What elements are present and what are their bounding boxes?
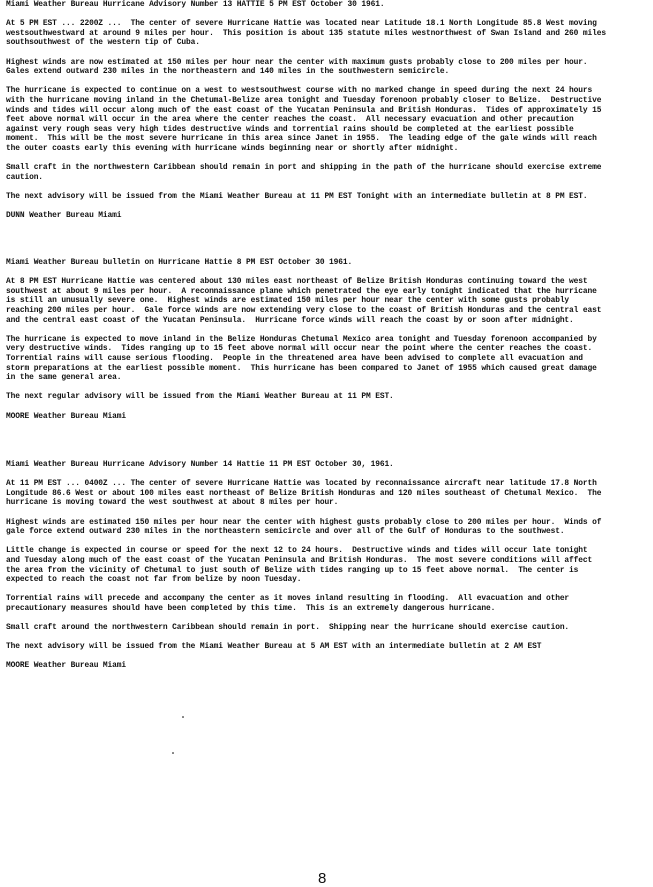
advisory-13 <box>6 0 606 221</box>
text-line: caution. <box>6 172 43 182</box>
text-line: reaching 200 miles per hour. Gale force winds are now extending very close to the coast of British Honduras and the central east <box>6 305 602 315</box>
text-line: in the same general area. <box>6 373 122 383</box>
text-line: winds and tides will occur along much of the east coast of the Yucatan Peninsula and British Honduras. Tides of approximately 15 <box>6 105 602 115</box>
signature: MOORE Weather Bureau Miami <box>6 411 126 421</box>
text-line: Small craft in the northwestern Caribbean should remain in port and shipping in the path of the hurricane should exercise extreme <box>6 163 602 173</box>
text-line: hurricane is moving toward the west southwest at about 8 miles per hour. <box>6 498 339 508</box>
text-line: moment. This will be the most severe hurricane in this area since Janet in 1955. The leading edge of the gale winds will reach <box>6 134 597 144</box>
text-line: against very rough seas very high tides destructive winds and torrential rains should be completed at the earliest possible <box>6 124 574 134</box>
text-line: is still an unusually severe one. Highest winds are estimated 150 miles per hour near the center with some gusts probably <box>6 296 570 306</box>
text-line: At 8 PM EST Hurricane Hattie was centered about 130 miles east northeast of Belize British Honduras continuing toward the west <box>6 277 588 287</box>
text-line: The next regular advisory will be issued from the Miami Weather Bureau at 11 PM EST. <box>6 392 394 402</box>
text-line: the area from the vicinity of Chetumal to just south of Belize with tides ranging up to 15 feet above normal. The center is <box>6 565 579 575</box>
page-number: 8 <box>318 870 327 887</box>
text-line: feet above normal will occur in the area where the center reaches the coast. All necessary evacuation and other precaution <box>6 115 574 125</box>
text-line: westsouthwestward at around 9 miles per hour. This position is about 135 statute miles westnorthwest of Swan Island and 260 miles <box>6 28 606 38</box>
text-line: The hurricane is expected to continue on a west to westsouthwest course with no marked change in speed during the next 24 hours <box>6 86 593 96</box>
text-line: At 5 PM EST ... 2200Z ... The center of severe Hurricane Hattie was located near Latitude 18.1 North Longitude 85.8 West moving <box>6 19 597 29</box>
signature: MOORE Weather Bureau Miami <box>6 661 126 671</box>
text-line: Little change is expected in course or speed for the next 12 to 24 hours. Destructive winds and tides will occur late tonight <box>6 546 588 556</box>
advisory-14 <box>6 460 601 671</box>
text-line: Highest winds are estimated 150 miles per hour near the center with highest gusts probably close to 200 miles per hour. Winds of <box>6 517 602 527</box>
text-line: Gales extend outward 230 miles in the northeastern and 140 miles in the southwestern semicircle. <box>6 67 450 77</box>
signature: DUNN Weather Bureau Miami <box>6 211 122 221</box>
text-line: southsouthwest of the western tip of Cuba. <box>6 38 200 48</box>
section-header: Miami Weather Bureau Hurricane Advisory Number 13 HATTIE 5 PM EST October 30 1961. <box>6 0 385 9</box>
text-line: and Tuesday along much of the east coast of the Yucatan Peninsula and British Honduras. The most severe conditions will affect <box>6 555 593 565</box>
text-line: the outer coasts early this evening with hurricane winds beginning near or shortly after midnight. <box>6 143 459 153</box>
text-line: The next advisory will be issued from the Miami Weather Bureau at 11 PM EST Tonight with an intermediate bulletin at 8 PM EST. <box>6 191 588 201</box>
text-line: storm preparations at the earliest possible moment. This hurricane has been compared to Janet of 1955 which caused great damage <box>6 363 597 373</box>
scan-speck <box>182 716 184 718</box>
section-header: Miami Weather Bureau Hurricane Advisory Number 14 Hattie 11 PM EST October 30, 1961. <box>6 460 394 469</box>
text-line: Longitude 86.6 West or about 100 miles east northeast of Belize British Honduras and 120 miles southeast of Chetumal Mexico. The <box>6 488 602 498</box>
scan-speck <box>172 752 174 754</box>
text-line: precautionary measures should have been completed by this time. This is an extremely dangerous hurricane. <box>6 603 496 613</box>
text-line: At 11 PM EST ... 0400Z ... The center of severe Hurricane Hattie was located by reconnaissance aircraft near latitude 17.8 North <box>6 479 597 489</box>
text-line: Highest winds are now estimated at 150 miles per hour near the center with maximum gusts probably close to 200 miles per hour. <box>6 57 588 67</box>
text-line: Torrential rains will cause serious flooding. People in the threatened area have been advised to complete all evacuation and <box>6 353 583 363</box>
text-line: The next advisory will be issued from the Miami Weather Bureau at 5 AM EST with an intermediate bulletin at 2 AM EST <box>6 642 542 652</box>
text-line: with the hurricane moving inland in the Chetumal-Belize area tonight and Tuesday forenoon probably closer to Belize. Destructive <box>6 95 602 105</box>
text-line: southwest at about 9 miles per hour. A reconnaissance plane which penetrated the eye early tonight indicated that the hurricane <box>6 286 597 296</box>
text-line: expected to reach the coast not far from belize by noon Tuesday. <box>6 575 302 585</box>
bulletin-8pm <box>6 258 601 421</box>
text-line: Torrential rains will precede and accompany the center as it moves inland resulting in flooding. All evacuation and other <box>6 594 570 604</box>
text-line: gale force extend outward 230 miles in the northeastern semicircle and over all of the Gulf of Honduras to the southwest. <box>6 527 565 537</box>
text-line: very destructive winds. Tides ranging up to 15 feet above normal will occur near the point where the center reaches the coast. <box>6 344 593 354</box>
section-header: Miami Weather Bureau bulletin on Hurricane Hattie 8 PM EST October 30 1961. <box>6 258 353 267</box>
text-line: and the central east coast of the Yucatan Peninsula. Hurricane force winds will reach the coast by or soon after midnight. <box>6 315 574 325</box>
text-line: Small craft around the northwestern Caribbean should remain in port. Shipping near the hurricane should exercise caution. <box>6 623 570 633</box>
text-line: The hurricane is expected to move inland in the Belize Honduras Chetumal Mexico area tonight and Tuesday forenoon accompanied by <box>6 334 597 344</box>
